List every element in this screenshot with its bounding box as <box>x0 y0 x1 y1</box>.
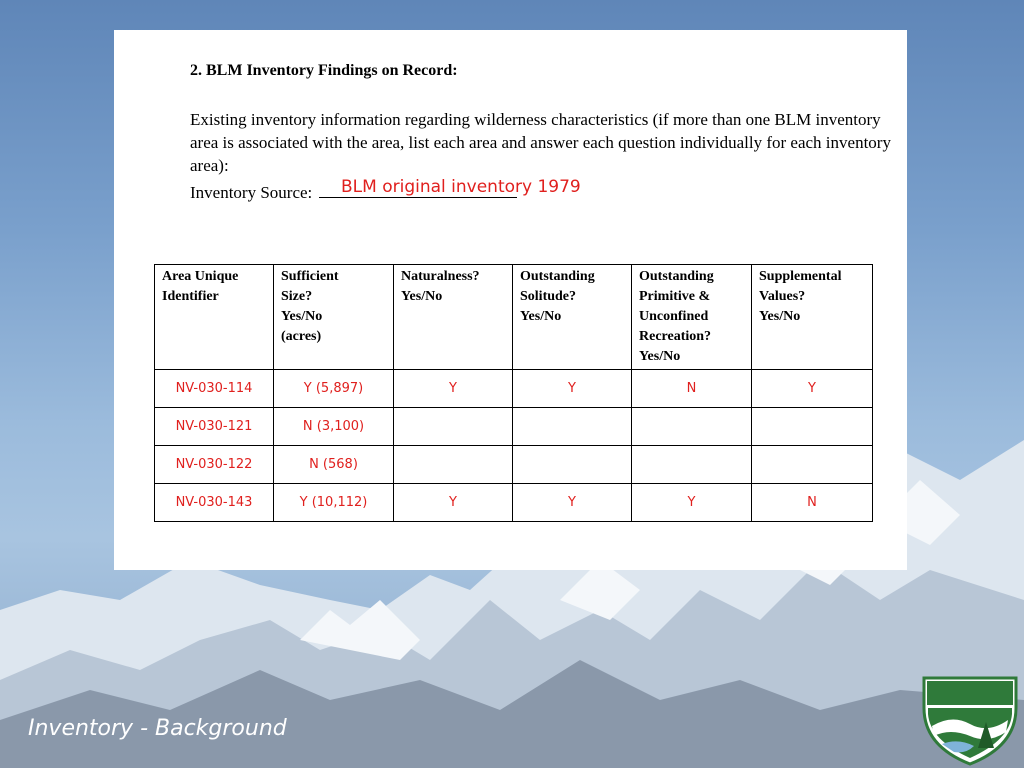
table-row <box>155 484 873 522</box>
cell-naturalness: Y <box>394 370 513 408</box>
cell-supplemental <box>752 408 873 446</box>
cell-size: Y (10,112) <box>274 484 394 522</box>
cell-primitive-recreation: N <box>632 370 752 408</box>
cell-naturalness <box>394 408 513 446</box>
cell-size: N (568) <box>274 446 394 484</box>
cell-solitude: Y <box>513 484 632 522</box>
cell-supplemental <box>752 446 873 484</box>
header-solitude: Outstanding Solitude? Yes/No <box>513 265 632 370</box>
cell-primitive-recreation <box>632 446 752 484</box>
cell-size: Y (5,897) <box>274 370 394 408</box>
inventory-table <box>154 264 873 522</box>
cell-naturalness: Y <box>394 484 513 522</box>
cell-solitude <box>513 408 632 446</box>
header-sufficient-size: Sufficient Size? Yes/No (acres) <box>274 265 394 370</box>
cell-size: N (3,100) <box>274 408 394 446</box>
slide-footer-title: Inventory - Background <box>28 716 287 741</box>
header-supplemental-values: Supplemental Values? Yes/No <box>752 265 873 370</box>
section-body: Existing inventory information regarding wilderness characteristics (if more than one BLM inventory area is associated with the area, list each area and answer each question individually for each inventory area): <box>190 110 891 175</box>
cell-supplemental: N <box>752 484 873 522</box>
inventory-source-value: BLM original inventory 1979 <box>341 177 581 197</box>
cell-solitude <box>513 446 632 484</box>
cell-primitive-recreation: Y <box>632 484 752 522</box>
inventory-source-label: Inventory Source: <box>190 183 313 202</box>
table-header-row <box>155 265 873 370</box>
header-area-id: Area Unique Identifier <box>155 265 274 370</box>
header-primitive-recreation: Outstanding Primitive & Unconfined Recreation? Yes/No <box>632 265 752 370</box>
cell-area-id: NV-030-122 <box>155 446 274 484</box>
section-heading: 2. BLM Inventory Findings on Record: <box>190 62 458 79</box>
table-row <box>155 370 873 408</box>
cell-naturalness <box>394 446 513 484</box>
cell-supplemental: Y <box>752 370 873 408</box>
cell-primitive-recreation <box>632 408 752 446</box>
cell-area-id: NV-030-121 <box>155 408 274 446</box>
cell-area-id: NV-030-114 <box>155 370 274 408</box>
cell-area-id: NV-030-143 <box>155 484 274 522</box>
table-row <box>155 408 873 446</box>
header-naturalness: Naturalness? Yes/No <box>394 265 513 370</box>
content-panel <box>114 30 907 570</box>
blm-logo <box>918 674 1022 766</box>
table-row <box>155 446 873 484</box>
cell-solitude: Y <box>513 370 632 408</box>
